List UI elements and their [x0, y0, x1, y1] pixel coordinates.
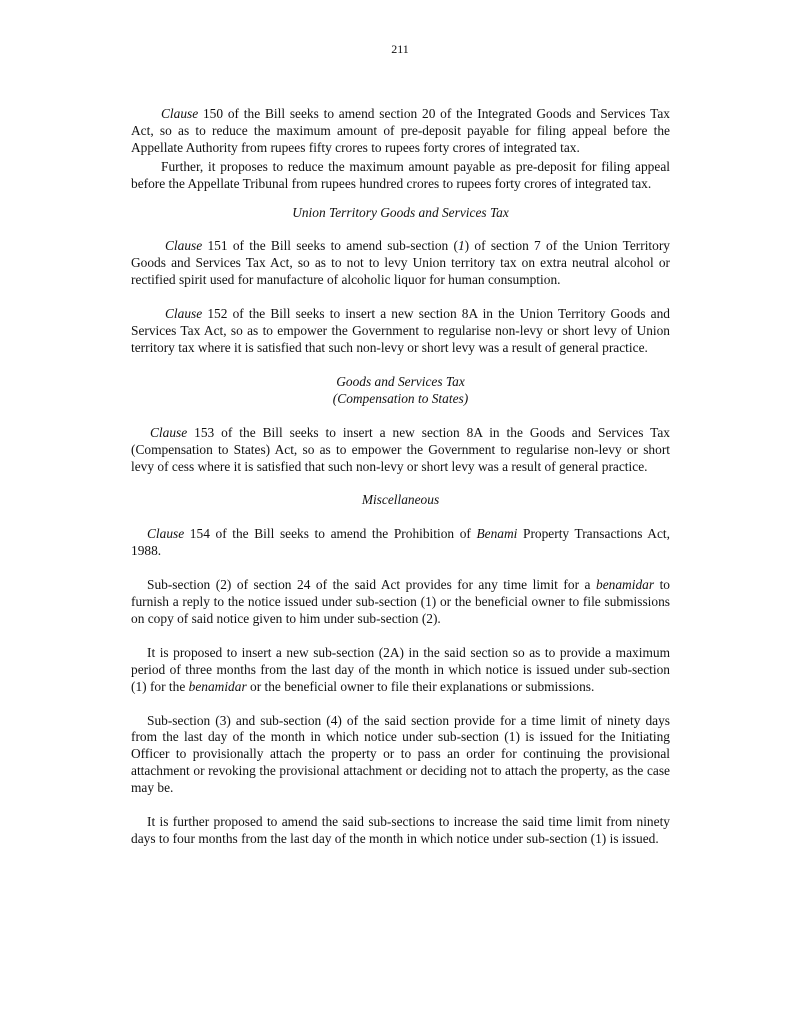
- benamidar-term: benamidar: [596, 577, 655, 593]
- further-paragraph: Further, it proposes to reduce the maximum amount payable as pre-deposit for filing appeal before the Appellate Tribunal from rupees hundred crores to rupees forty crores of integrated tax.: [131, 158, 670, 191]
- clause-text: ) of section 7 of the Union Territory Goods and Services Tax Act, so as to not to levy Union territory tax on extra neutral alcohol or rectified spirit used for manufacture of alcoholic liquor for human consumption.: [131, 238, 670, 288]
- document-body: [131, 106, 670, 848]
- benamidar-term: benamidar: [188, 678, 247, 694]
- clause-text: 153 of the Bill seeks to insert a new section 8A in the Goods and Services Tax (Compensation to States) Act, so as to empower the Government to regularise non-levy or short levy of cess where it is satisfied that such non-levy or short levy was a result of general practice.: [131, 424, 670, 474]
- section-heading-gst: [131, 374, 670, 408]
- section-heading-utgst: Union Territory Goods and Services Tax: [292, 204, 509, 220]
- clause-151-paragraph: [131, 238, 670, 289]
- further-proposed-paragraph: It is further proposed to amend the said sub-sections to increase the said time limit from ninety days to four months from the last day of the month in which notice under sub-section (1) is issued.: [131, 814, 670, 846]
- subsection-2a-paragraph: It is proposed to insert a new sub-section (2A) in the said section so as to provide a maximum period of three months from the last day of the month in which notice is issued under sub-section (1) for the benamidar or the beneficial owner to file their explanations or submissions.: [131, 644, 670, 694]
- benami-term: Benami: [476, 526, 518, 542]
- section-heading-gst-line1: Goods and Services Tax: [336, 373, 465, 389]
- clause-text: 150 of the Bill seeks to amend section 20 of the Integrated Goods and Services Tax Act, so as to reduce the maximum amount of pre-deposit payable for filing appeal before the Appellate Authority from rupees fifty crores to rupees forty crores of integrated tax.: [131, 106, 670, 155]
- clause-153-paragraph: [131, 425, 670, 476]
- clause-label: Clause: [165, 306, 203, 322]
- page-number: 211: [391, 42, 409, 56]
- clause-label: Clause: [161, 106, 199, 121]
- clause-label: Clause: [150, 424, 188, 440]
- subsection-number: 1: [457, 238, 465, 254]
- subsection-3-4-paragraph: Sub-section (3) and sub-section (4) of the said section provide for a time limit of ninety days from the last day of the month in which notice under sub-section (1) is issued for the Initiating Officer to provisionally attach the property or to pass an order for continuing the provisional attachment or revoking the provisional attachment or deciding not to attach the property, as the case may be.: [131, 712, 670, 796]
- clause-152-paragraph: [131, 306, 670, 357]
- subsection-2-paragraph: Sub-section (2) of section 24 of the said Act provides for any time limit for a benamidar to furnish a reply to the notice issued under sub-section (1) or the beneficial owner to file submissions on copy of said notice given to him under sub-section (2).: [131, 577, 670, 626]
- clause-label: Clause: [147, 526, 185, 542]
- clause-text: 151 of the Bill seeks to amend sub-section (: [202, 238, 458, 254]
- clause-label: Clause: [165, 238, 203, 254]
- clause-text: Property Transactions Act, 1988.: [131, 526, 670, 559]
- clause-text: 152 of the Bill seeks to insert a new section 8A in the Union Territory Goods and Services Tax Act, so as to empower the Government to regularise non-levy or short levy of Union territory tax where it is satisfied that such non-levy or short levy was a result of general practice.: [131, 306, 670, 355]
- clause-150-paragraph: [131, 106, 670, 157]
- section-heading-gst-line2: (Compensation to States): [332, 390, 469, 406]
- section-heading-miscellaneous: Miscellaneous: [361, 492, 440, 508]
- clause-154-paragraph: [131, 526, 670, 560]
- clause-text: 154 of the Bill seeks to amend the Prohibition of: [184, 526, 477, 542]
